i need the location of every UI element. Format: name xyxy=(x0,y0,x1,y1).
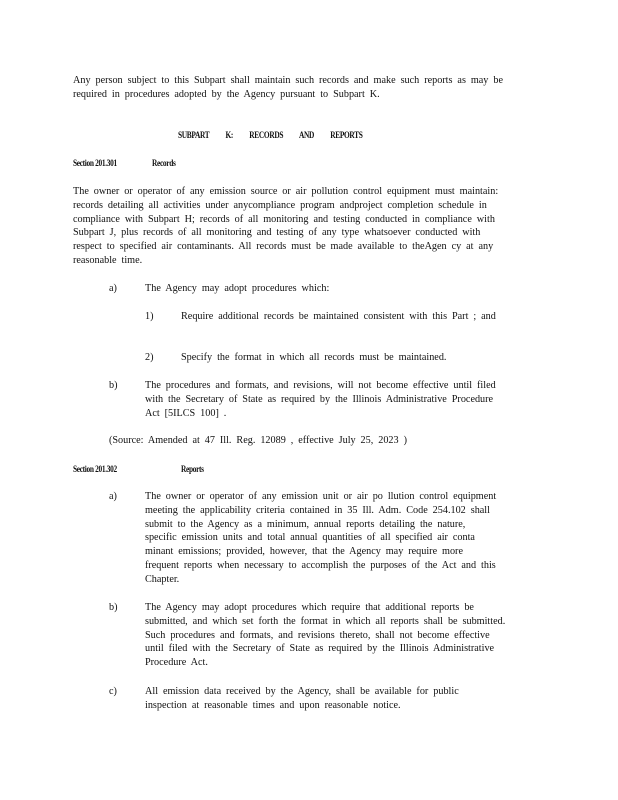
reports-b-text: The Agency may adopt procedures which require that additional reports be submitted, and which set forth the format in which all reports shall be submitted. Such procedures and formats, and revisions thereto, shall not become effective until filed with the Secretary of State as required by the Illinois Administrative Procedure Act. xyxy=(145,602,506,669)
section-301-number: Section 201.301 xyxy=(73,158,117,168)
reports-c-label: c) xyxy=(109,686,117,697)
section-302-number: Section 201.302 xyxy=(73,464,117,474)
section-302-title: Reports xyxy=(181,464,204,474)
source-note: (Source: Amended at 47 Ill. Reg. 12089 , effective July 25, 2023 ) xyxy=(109,435,407,446)
item-b-label: b) xyxy=(109,380,118,391)
section-301-body: The owner or operator of any emission source or air pollution control equipment must maintain: records detailing all activities under anycompliance program andproject completion schedule in compliance with Subpart H; records of all monitoring and testing conducted in compliance with Subpart J, plus records of all monitoring and testing of any type whatsoever conducted with respect to specified air contaminants. All records must be made available to theAgen cy at any reasonable time. xyxy=(73,186,499,266)
sub-1-label: 1) xyxy=(145,311,154,322)
item-b-text: The procedures and formats, and revisions, will not become effective until filed with the Secretary of State as required by the Illinois Administrative Procedure Act [5ILCS 100] . xyxy=(145,380,496,419)
subpart-heading: SUBPART K: RECORDS AND REPORTS xyxy=(178,130,363,140)
reports-b-label: b) xyxy=(109,602,118,613)
item-a-label: a) xyxy=(109,283,117,294)
reports-a-text: The owner or operator of any emission unit or air po llution control equipment meeting the applicability criteria contained in 35 Ill. Adm. Code 254.102 shall submit to the Agency as a minimum, annual reports detailing the nature, specific emission units and total annual quantities of all specified air conta minant emissions; provided, however, that the Agency may require more frequent reports when necessary to accomplish the purposes of the Act and this Chapter. xyxy=(145,491,497,585)
sub-1-text: Require additional records be maintained consistent with this Part ; and xyxy=(181,311,496,322)
sub-2-text: Specify the format in which all records must be maintained. xyxy=(181,352,447,363)
intro-paragraph: Any person subject to this Subpart shall maintain such records and make such reports as may be required in procedures adopted by the Agency pursuant to Subpart K. xyxy=(73,75,503,100)
reports-a-label: a) xyxy=(109,491,117,502)
sub-2-label: 2) xyxy=(145,352,154,363)
section-301-title: Records xyxy=(152,158,176,168)
item-a-text: The Agency may adopt procedures which: xyxy=(145,283,330,294)
reports-c-text: All emission data received by the Agency, shall be available for public inspection at reasonable times and upon reasonable notice. xyxy=(145,686,459,711)
